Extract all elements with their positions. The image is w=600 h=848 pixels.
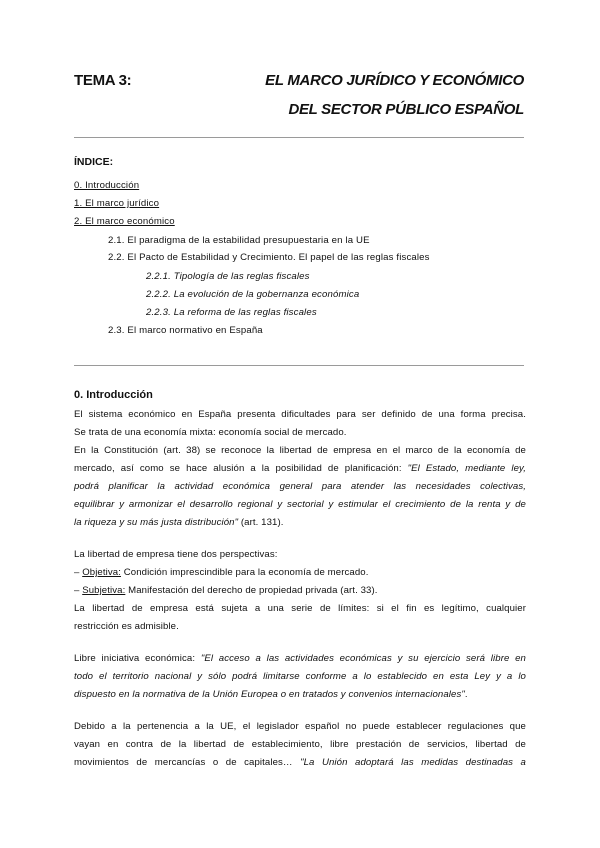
index-link-marco-juridico[interactable]: 1. El marco jurídico (74, 198, 160, 209)
libertad-objetiva: – Objetiva: Condición imprescindible para la economía de mercado. (74, 567, 369, 578)
ue-line: vayan en contra de la libertad de establecimiento, libre prestación de servicios, libertad de (74, 739, 526, 750)
intro-line (74, 514, 526, 532)
divider-bottom (74, 365, 524, 366)
index-link-introduccion[interactable]: 0. Introducción (74, 180, 140, 191)
subjetiva-text: Manifestación del derecho de propiedad privada (art. 33). (125, 585, 378, 596)
index-heading: ÍNDICE: (74, 156, 114, 168)
section-heading-introduccion: 0. Introducción (74, 389, 153, 401)
intro-line: El sistema económico en España presenta dificultades para ser definido de una forma precisa. (74, 409, 526, 420)
iniciativa-end: . (464, 689, 468, 700)
constitution-quote-line: equilibrar y armonizar el desarrollo regional y sectorial y estimular el crecimiento de la renta y de (74, 499, 526, 510)
intro-line: Se trata de una economía mixta: economía social de mercado. (74, 427, 347, 438)
ue-quote: "La Unión adoptará las medidas destinadas a (300, 757, 526, 768)
iniciativa-quote-line: todo el territorio nacional y sólo podrá limitarse conforme a lo establecido en esta Ley y a lo (74, 671, 526, 682)
index-item-2-2-3: 2.2.3. La reforma de las reglas fiscales (146, 307, 317, 318)
article-ref: (art. 131). (238, 517, 284, 528)
tema-label: TEMA 3: (74, 72, 132, 89)
libertad-line: restricción es admisible. (74, 621, 179, 632)
constitution-quote: "El Estado, mediante ley, (407, 463, 526, 474)
index-item-2-1: 2.1. El paradigma de la estabilidad presupuestaria en la UE (108, 235, 370, 246)
index-item-2-3: 2.3. El marco normativo en España (108, 325, 263, 336)
libertad-line: La libertad de empresa tiene dos perspectivas: (74, 549, 278, 560)
document-title-line2: DEL SECTOR PÚBLICO ESPAÑOL (288, 101, 524, 118)
intro-line: En la Constitución (art. 38) se reconoce la libertad de empresa en el marco de la economía de (74, 445, 526, 456)
objetiva-label: Objetiva: (82, 567, 121, 578)
ue-text: movimientos de mercancías o de capitales… (74, 757, 301, 768)
ue-line (74, 754, 526, 772)
ue-line: Debido a la pertenencia a la UE, el legislador español no puede establecer regulaciones que (74, 721, 526, 732)
libertad-subjetiva: – Subjetiva: Manifestación del derecho de propiedad privada (art. 33). (74, 585, 378, 596)
subjetiva-label: Subjetiva: (82, 585, 126, 596)
divider-top (74, 137, 524, 138)
index-item-2-2-1: 2.2.1. Tipología de las reglas fiscales (146, 271, 310, 282)
index-item-2-2: 2.2. El Pacto de Estabilidad y Crecimiento. El papel de las reglas fiscales (108, 252, 430, 263)
document-title-line1: EL MARCO JURÍDICO Y ECONÓMICO (265, 72, 524, 89)
iniciativa-quote: dispuesto en la normativa de la Unión Europea o en tratados y convenios internacionales" (74, 689, 465, 700)
intro-text: mercado, así como se hace alusión a la posibilidad de planificación: (74, 463, 408, 474)
constitution-quote-line: podrá planificar la actividad económica general para atender las necesidades colectivas, (74, 481, 526, 492)
iniciativa-text: Libre iniciativa económica: (74, 653, 201, 664)
iniciativa-quote: "El acceso a las actividades económicas y su ejercicio será libre en (200, 653, 526, 664)
index-item-2-2-2: 2.2.2. La evolución de la gobernanza económica (146, 289, 360, 300)
iniciativa-line (74, 650, 526, 668)
intro-line (74, 460, 526, 478)
iniciativa-line (74, 686, 526, 704)
constitution-quote: la riqueza y su más justa distribución" (74, 517, 239, 528)
index-link-marco-economico[interactable]: 2. El marco económico (74, 216, 175, 227)
libertad-line: La libertad de empresa está sujeta a una serie de límites: si el fin es legítimo, cualquier (74, 603, 526, 614)
objetiva-text: Condición imprescindible para la economía de mercado. (120, 567, 369, 578)
